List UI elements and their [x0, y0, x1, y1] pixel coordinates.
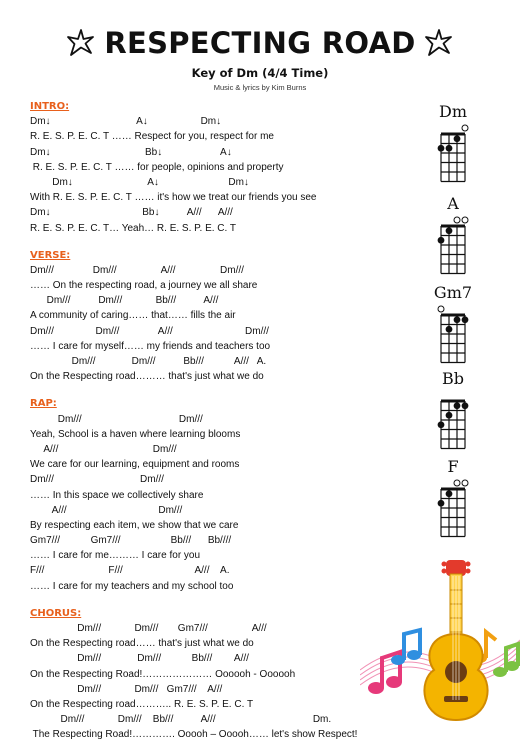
chord-diagram-bb [428, 369, 478, 451]
chord-line: A/// Dm/// [30, 443, 177, 455]
finger-dot [438, 237, 445, 244]
chord-name: Gm7 [433, 283, 473, 302]
finger-dot [462, 402, 469, 409]
finger-dot [454, 402, 461, 409]
chord-diagram-gm7 [428, 283, 478, 365]
chord-name: Bb [442, 369, 464, 388]
section-label: RAP: [30, 398, 57, 410]
lyric-line: On the Respecting road……….. R. E. S. P. E. C. T [30, 698, 254, 710]
chord-grid [433, 122, 473, 184]
lyric-line: On the Respecting Road!………………… Oooooh - Oooooh [30, 668, 296, 680]
finger-dot [462, 316, 469, 323]
chord-line: Dm/// Dm/// Bb/// A/// Dm. [30, 714, 332, 726]
lyric-line: On the Respecting road……… that's just what we do [30, 371, 264, 383]
chord-line: Dm↓ A↓ Dm↓ [30, 116, 222, 128]
lyric-line: A community of caring…… that…… fills the air [30, 310, 236, 322]
lyric-line: With R. E. S. P. E. C. T …… it's how we treat our friends you see [30, 192, 317, 204]
song-credit: Music & lyrics by Kim Burns [213, 83, 307, 92]
finger-dot [446, 326, 453, 333]
song-key: Key of Dm (4/4 Time) [191, 66, 329, 80]
star-icon [424, 28, 454, 58]
chord-name: F [447, 457, 459, 476]
chord-line: Dm/// Dm/// A/// Dm/// [30, 264, 244, 276]
page-title: RESPECTING ROAD [104, 26, 416, 60]
ukulele-icon [424, 560, 487, 720]
song-header [0, 24, 520, 62]
finger-dot [438, 500, 445, 507]
guitar-illustration [360, 560, 520, 730]
chord-line: Dm/// Dm/// A/// Dm/// [30, 325, 269, 337]
chord-line: Dm↓ A↓ Dm↓ [30, 176, 249, 188]
chord-line: Dm/// Dm/// Gm7/// A/// [30, 683, 223, 695]
chord-line: Gm7/// Gm7/// Bb/// Bb//// [30, 535, 232, 547]
music-note-icon [391, 630, 421, 665]
section-label: VERSE: [30, 249, 71, 261]
section-label: INTRO: [30, 101, 70, 112]
chord-line: Dm/// Dm/// [30, 474, 164, 486]
finger-dot [446, 227, 453, 234]
chord-line: Dm/// Dm/// [30, 413, 203, 425]
finger-dot [446, 412, 453, 419]
chord-grid [433, 389, 473, 451]
open-string-marker [462, 480, 468, 486]
open-string-marker [462, 217, 468, 223]
section-intro [30, 99, 400, 236]
chord-line: Dm↓ Bb↓ A↓ [30, 146, 232, 158]
lyric-line: …… In this space we collectively share [30, 489, 204, 501]
lyric-line: …… On the respecting road, a journey we all share [30, 280, 258, 292]
chord-name: A [447, 194, 459, 213]
chord-grid [433, 303, 473, 365]
chord-line: Dm/// Dm/// Bb/// A/// [30, 295, 219, 307]
chord-line: Dm/// Dm/// Gm7/// A/// [30, 623, 267, 634]
lyric-line: R. E. S. P. E. C. T …… Respect for you, respect for me [30, 131, 274, 143]
lyric-line: …… I care for me……… I care for you [30, 550, 201, 562]
open-string-marker [454, 480, 460, 486]
chord-line: F/// F/// A/// A. [30, 565, 230, 577]
open-string-marker [438, 306, 444, 312]
chord-diagram-dm [428, 102, 478, 184]
section-verse [30, 248, 400, 385]
chord-diagram-a [428, 194, 478, 276]
star-icon [66, 28, 96, 58]
finger-dot [438, 421, 445, 428]
section-chorus [30, 606, 400, 743]
finger-dot [454, 316, 461, 323]
lyric-line: R. E. S. P. E. C. T… Yeah… R. E. S. P. E. C. T [30, 222, 237, 234]
chord-name: Dm [439, 102, 467, 121]
lyric-line: We care for our learning, equipment and rooms [30, 459, 240, 471]
finger-dot [446, 145, 453, 152]
section-rap [30, 396, 400, 593]
chord-grid [433, 214, 473, 276]
lyric-line: R. E. S. P. E. C. T …… for people, opinions and property [30, 161, 284, 173]
chord-line: Dm/// Dm/// Bb/// A/// A. [30, 356, 267, 367]
finger-dot [438, 145, 445, 152]
lyric-line: Yeah, School is a haven where learning blooms [30, 428, 241, 440]
chord-line: A/// Dm/// [30, 504, 183, 516]
lyric-line: By respecting each item, we show that we care [30, 519, 239, 531]
lyrics-sheet [30, 99, 400, 743]
lyric-line: …… I care for myself…… my friends and teachers too [30, 340, 271, 352]
section-label: CHORUS: [30, 607, 82, 619]
chord-line: Dm↓ Bb↓ A/// A/// [30, 207, 233, 219]
finger-dot [446, 490, 453, 497]
chord-diagram-f [428, 457, 478, 539]
open-string-marker [454, 217, 460, 223]
lyric-line: The Respecting Road!…………. Ooooh – Ooooh…… let's show Respect! [30, 729, 358, 741]
lyric-line: …… I care for my teachers and my school too [30, 580, 234, 592]
lyric-line: On the Respecting road…… that's just what we do [30, 638, 254, 650]
music-note-icon [493, 644, 519, 677]
open-string-marker [462, 125, 468, 131]
finger-dot [454, 135, 461, 142]
chord-line: Dm/// Dm/// Bb/// A/// [30, 653, 249, 665]
chord-grid [433, 477, 473, 539]
